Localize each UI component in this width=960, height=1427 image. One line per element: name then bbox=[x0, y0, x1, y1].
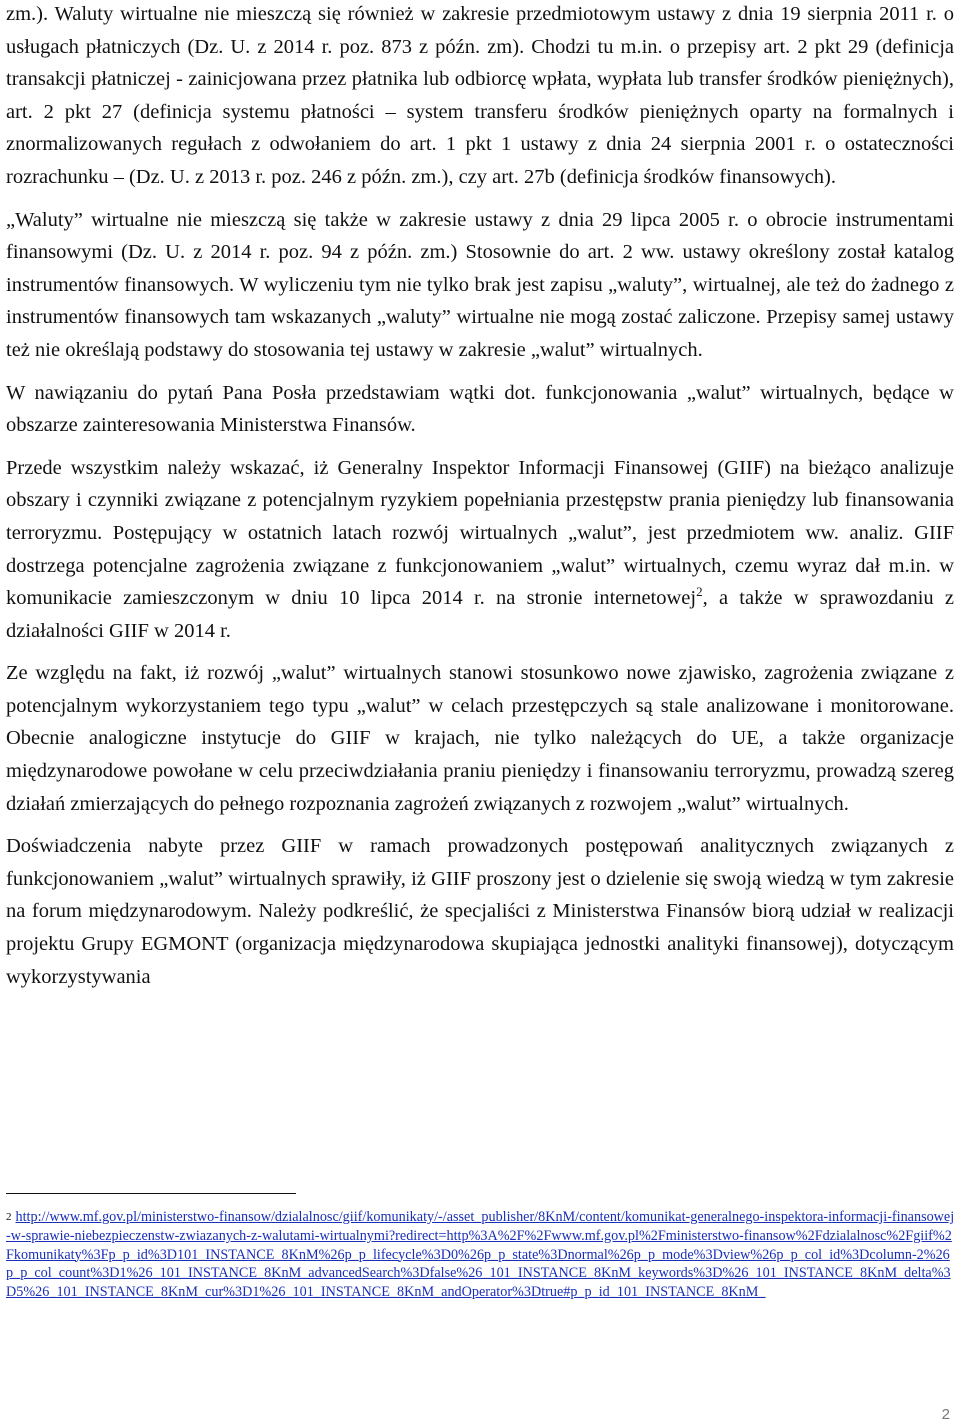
footnote bbox=[6, 1208, 956, 1302]
footnote-reference[interactable]: 2 bbox=[696, 584, 703, 600]
footnote-link[interactable]: http://www.mf.gov.pl/ministerstwo-finansow/dzialalnosc/giif/komunikaty/-/asset_publisher/8KnM/content/komunikat-generalnego-inspektora-informacji-finansowej-w-sprawie-niebezpieczenstw-zwiazanych-z-walutami-wirtualnymi?redirect=http%3A%2F%2Fwww.mf.gov.pl%2Fministerstwo-finansow%2Fdzialalnosc%2Fgiif%2Fkomunikaty%3Fp_p_id%3D101_INSTANCE_8KnM%26p_p_lifecycle%3D0%26p_p_state%3Dnormal%26p_p_mode%3Dview%26p_p_col_id%3Dcolumn-2%26p_p_col_count%3D1%26_101_INSTANCE_8KnM_advancedSearch%3Dfalse%26_101_INSTANCE_8KnM_keywords%3D%26_101_INSTANCE_8KnM_delta%3D5%26_101_INSTANCE_8KnM_cur%3D1%26_101_INSTANCE_8KnM_andOperator%3Dtrue#p_p_id_101_INSTANCE_8KnM_ bbox=[6, 1209, 955, 1301]
paragraph-giif-analysis-tail: , a także w sprawozdaniu z działalności GIIF w 2014 r. bbox=[6, 587, 954, 642]
paragraph-monitoring: Ze względu na fakt, iż rozwój „walut” wirtualnych stanowi stosunkowo nowe zjawisko, zagrożenia związane z potencjalnym wykorzystaniem tego typu „walut” w celach przestępczych są stale analizowane i monitorowane. Obecnie analogiczne instytucje do GIIF w krajach, nie tylko należących do UE, a także organizacje międzynarodowe powołane w celu przeciwdziałania praniu pieniędzy i finansowaniu terroryzmu, prowadzą szereg działań zmierzających do pełnego rozpoznania zagrożeń związanych z rozwojem „walut” wirtualnych. bbox=[6, 662, 954, 815]
paragraph-mp-questions: W nawiązaniu do pytań Pana Posła przedstawiam wątki dot. funkcjonowania „walut” wirtualnych, będące w obszarze zainteresowania Ministerstwa Finansów. bbox=[6, 381, 954, 437]
document-page bbox=[6, 0, 954, 993]
paragraph-giif-analysis bbox=[6, 452, 954, 648]
paragraph-giif-analysis-text: Przede wszystkim należy wskazać, iż Generalny Inspektor Informacji Finansowej (GIIF) na bieżąco analizuje obszary i czynniki związane z potencjalnym ryzykiem popełniania przestępstw prania pieniędzy lub finansowania terroryzmu. Postępujący w ostatnich latach rozwój wirtualnych „walut”, jest przedmiotem ww. analiz. GIIF dostrzega potencjalne zagrożenia związane z funkcjonowaniem „walut” wirtualnych, czemu wyraz dał m.in. w komunikacie zamieszczonym w dniu 10 lipca 2014 r. na stronie internetowej bbox=[6, 456, 954, 610]
page-number: 2 bbox=[941, 1406, 950, 1423]
footnote-separator bbox=[6, 1193, 296, 1194]
paragraph-payment-services: zm.). Waluty wirtualne nie mieszczą się również w zakresie przedmiotowym ustawy z dnia 19 sierpnia 2011 r. o usługach płatniczych (Dz. U. z 2014 r. poz. 873 z późn. zm). Chodzi tu m.in. o przepisy art. 2 pkt 29 (definicja transakcji płatniczej - zainicjowana przez płatnika lub odbiorcę wpłata, wypłata lub transfer środków pieniężnych), art. 2 pkt 27 (definicja systemu płatności – system transferu środków pieniężnych oparty na formalnych i znormalizowanych regułach z odwołaniem do art. 1 pkt 1 ustawy z dnia 24 sierpnia 2001 r. o ostateczności rozrachunku – (Dz. U. z 2013 r. poz. 246 z późn. zm.), czy art. 27b (definicja środków finansowych). bbox=[6, 3, 954, 188]
paragraph-egmont: Doświadczenia nabyte przez GIIF w ramach prowadzonych postępowań analitycznych związanych z funkcjonowaniem „walut” wirtualnych sprawiły, iż GIIF proszony jest o dzielenie się swoją wiedzą w tym zakresie na forum międzynarodowym. Należy podkreślić, że specjaliści z Ministerstwa Finansów biorą udział w realizacji projektu Grupy EGMONT (organizacja międzynarodowa skupiająca jednostki analityki finansowej), dotyczącym wykorzystywania bbox=[6, 835, 954, 988]
footnote-mark: 2 bbox=[6, 1211, 12, 1223]
paragraph-financial-instruments: „Waluty” wirtualne nie mieszczą się także w zakresie ustawy z dnia 29 lipca 2005 r. o obrocie instrumentami finansowymi (Dz. U. z 2014 r. poz. 94 z późn. zm.) Stosownie do art. 2 ww. ustawy określony został katalog instrumentów finansowych. W wyliczeniu tym nie tylko brak jest zapisu „waluty”, wirtualnej, ale też do żadnego z instrumentów finansowych tam wskazanych „waluty” wirtualne nie mogą zostać zaliczone. Przepisy samej ustawy też nie określają podstawy do stosowania tej ustawy w zakresie „walut” wirtualnych. bbox=[6, 208, 954, 361]
